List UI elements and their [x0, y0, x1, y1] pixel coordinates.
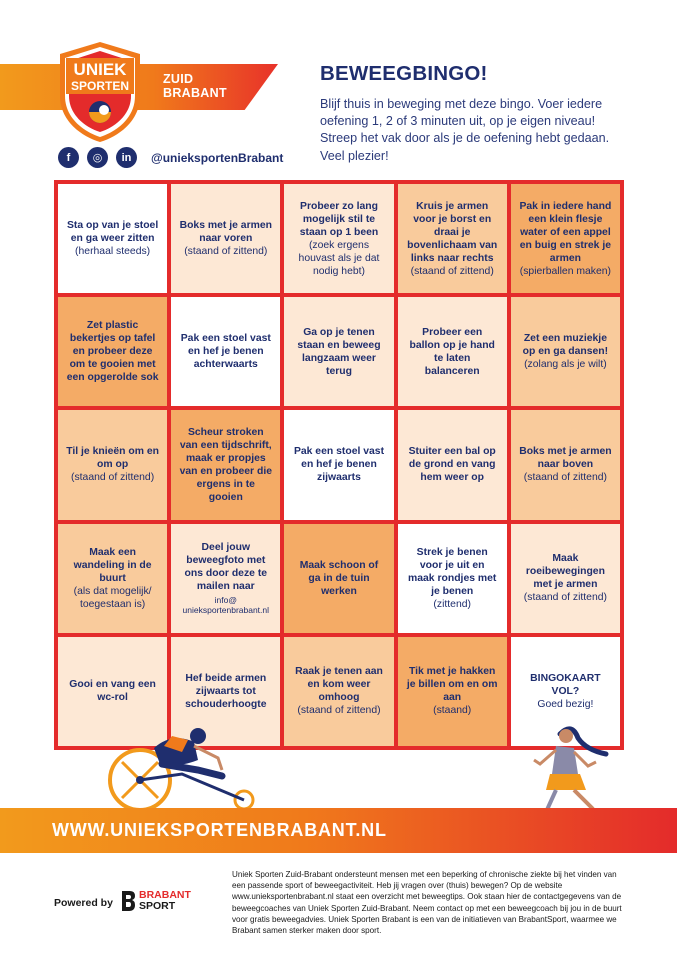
social-handle[interactable]: @unieksportenBrabant	[151, 150, 284, 165]
social-links	[58, 147, 283, 168]
bingo-cell[interactable]	[171, 297, 280, 406]
cell-main: Ga op je tenen staan en beweeg langzaam weer terug	[297, 326, 381, 377]
cell-sub: (staand of zittend)	[410, 265, 494, 277]
cell-main: Maak roeibewegingen met je armen	[525, 553, 605, 591]
bingo-cell[interactable]	[58, 524, 167, 633]
cell-main: Boks met je armen naar voren	[179, 220, 272, 245]
bingo-cell[interactable]	[284, 410, 393, 519]
region-label	[163, 72, 227, 100]
bingo-cell[interactable]	[511, 184, 620, 293]
bingo-cell[interactable]	[398, 637, 507, 746]
cell-main: Zet plastic bekertjes op tafel en probeer deze om te gooien met een opgerolde sok	[66, 320, 159, 384]
website-link[interactable]: WWW.UNIEKSPORTENBRABANT.NL	[52, 820, 387, 840]
cell-main: Hef beide armen zijwaarts tot schouderhoogte	[185, 672, 267, 710]
brabant-sport-logo	[120, 890, 191, 912]
cell-main: Maak een wandeling in de buurt	[73, 546, 152, 584]
cell-main: Raak je tenen aan en kom weer omhoog	[295, 666, 383, 704]
cell-sub: (zoek ergens houvast als je dat nodig hebt)	[298, 239, 380, 277]
logo-line2: SPORTEN	[70, 79, 130, 93]
cell-main: Scheur stroken van een tijdschrift, maak er propjes van en probeer die ergens in te gooien	[179, 426, 272, 503]
cell-sub: (zittend)	[433, 598, 471, 610]
bingo-cell[interactable]	[398, 184, 507, 293]
cell-main: Stuiter een bal op de grond en vang hem weer op	[408, 446, 496, 484]
brabant-sport-mark-icon	[120, 890, 136, 912]
bingo-cell[interactable]	[171, 410, 280, 519]
uniek-sporten-logo	[56, 40, 144, 144]
linkedin-icon[interactable]: in	[116, 147, 137, 168]
bingo-cell[interactable]	[284, 184, 393, 293]
cell-sub: (zolang als je wilt)	[524, 359, 607, 371]
cell-main: Tik met je hakken je billen om en om aan	[406, 666, 498, 704]
cell-sub: (staand of zittend)	[523, 592, 607, 604]
cell-sub: (staand of zittend)	[184, 246, 268, 258]
region-line2: BRABANT	[163, 86, 227, 100]
region-line1: ZUID	[163, 72, 194, 86]
facebook-icon[interactable]: f	[58, 147, 79, 168]
bingo-cell[interactable]	[398, 524, 507, 633]
cell-sub: (als dat mogelijk/ toegestaan is)	[73, 585, 152, 610]
cell-main: Maak schoon of ga in de tuin werken	[299, 559, 379, 597]
footer-description: Uniek Sporten Zuid-Brabant ondersteunt mensen met een beperking of chronische ziekte bij het vinden van een passende sport of beweegactiviteit. Heb jij vragen over (thuis) bewegen? Op de website www.unieksportenbrabant.nl staat een overzicht met beweegtips. Ook staan hier de contactgegevens van de beweegcoaches van Uniek Sporten Zuid-Brabant. Neem contact op met een beweegcoach bij jou in de buurt voor gratis beweegadvies. Uniek Sporten Brabant is een van de initiatieven van BrabantSport, waarmee we Brabant samen sterker maken door sport.	[232, 870, 622, 936]
cell-main: Pak een stoel vast en hef je benen achterwaarts	[180, 333, 271, 371]
sponsor-line1: BRABANT	[139, 889, 191, 901]
cell-main: Kruis je armen voor je borst en draai je bovenlichaam van links naar rechts	[407, 200, 498, 264]
cell-main: BINGOKAART VOL?	[530, 672, 601, 697]
bingo-cell[interactable]	[398, 297, 507, 406]
cell-main: Boks met je armen naar boven	[519, 446, 612, 471]
instagram-icon[interactable]: ◎	[87, 147, 108, 168]
cell-sub: info@ unieksportenbrabant.nl	[182, 594, 270, 616]
cell-sub: (herhaal steeds)	[75, 246, 151, 258]
bingo-cell[interactable]	[511, 410, 620, 519]
cell-main: Probeer zo lang mogelijk stil te staan op 1 been	[299, 200, 379, 238]
cell-main: Pak in iedere hand een klein flesje water of een appel en buig en strek je armen	[519, 200, 612, 264]
cell-sub: (staand of zittend)	[71, 472, 155, 484]
wheelchair-athlete-illustration	[102, 718, 272, 818]
cell-sub: (staand of zittend)	[523, 472, 607, 484]
bingo-grid	[54, 180, 624, 750]
bingo-cell[interactable]	[58, 410, 167, 519]
cell-main: Sta op van je stoel en ga weer zitten	[66, 220, 159, 245]
bingo-cell[interactable]	[58, 184, 167, 293]
bingo-cell[interactable]	[284, 524, 393, 633]
cell-main: Probeer een ballon op je hand te laten balanceren	[409, 326, 495, 377]
cell-main: Strek je benen voor je uit en maak rondjes met je benen	[408, 546, 497, 597]
cell-main: Zet een muziekje op en ga dansen!	[522, 333, 609, 358]
bingo-cell[interactable]	[284, 297, 393, 406]
powered-by-label: Powered by	[54, 897, 113, 909]
bingo-cell[interactable]	[171, 184, 280, 293]
intro-text: Blijf thuis in beweging met deze bingo. Voer iedere oefening 1, 2 of 3 minuten uit, op je eigen niveau! Streep het vak door als je de oefening hebt gedaan. Veel plezier!	[320, 97, 610, 163]
page-title: BEWEEGBINGO!	[320, 62, 488, 85]
cell-sub: (staand of zittend)	[297, 705, 381, 717]
sponsor-line2: SPORT	[139, 900, 176, 912]
bingo-cell[interactable]	[511, 524, 620, 633]
cell-sub: (staand)	[433, 705, 472, 717]
cell-main: Gooi en vang een wc-rol	[69, 679, 156, 704]
bingo-cell[interactable]	[511, 297, 620, 406]
cell-main: Pak een stoel vast en hef je benen zijwaarts	[293, 446, 385, 484]
bingo-cell[interactable]	[398, 410, 507, 519]
cell-main: Til je knieën om en om op	[66, 446, 159, 471]
cell-sub: Goed bezig!	[537, 698, 594, 710]
bingo-cell[interactable]	[58, 297, 167, 406]
logo-line1: UNIEK	[73, 60, 127, 79]
bingo-cell[interactable]	[171, 524, 280, 633]
bingo-cell[interactable]	[284, 637, 393, 746]
cell-main: Deel jouw beweegfoto met ons door deze te mailen naar	[184, 541, 268, 592]
cell-sub: (spierballen maken)	[519, 265, 612, 277]
